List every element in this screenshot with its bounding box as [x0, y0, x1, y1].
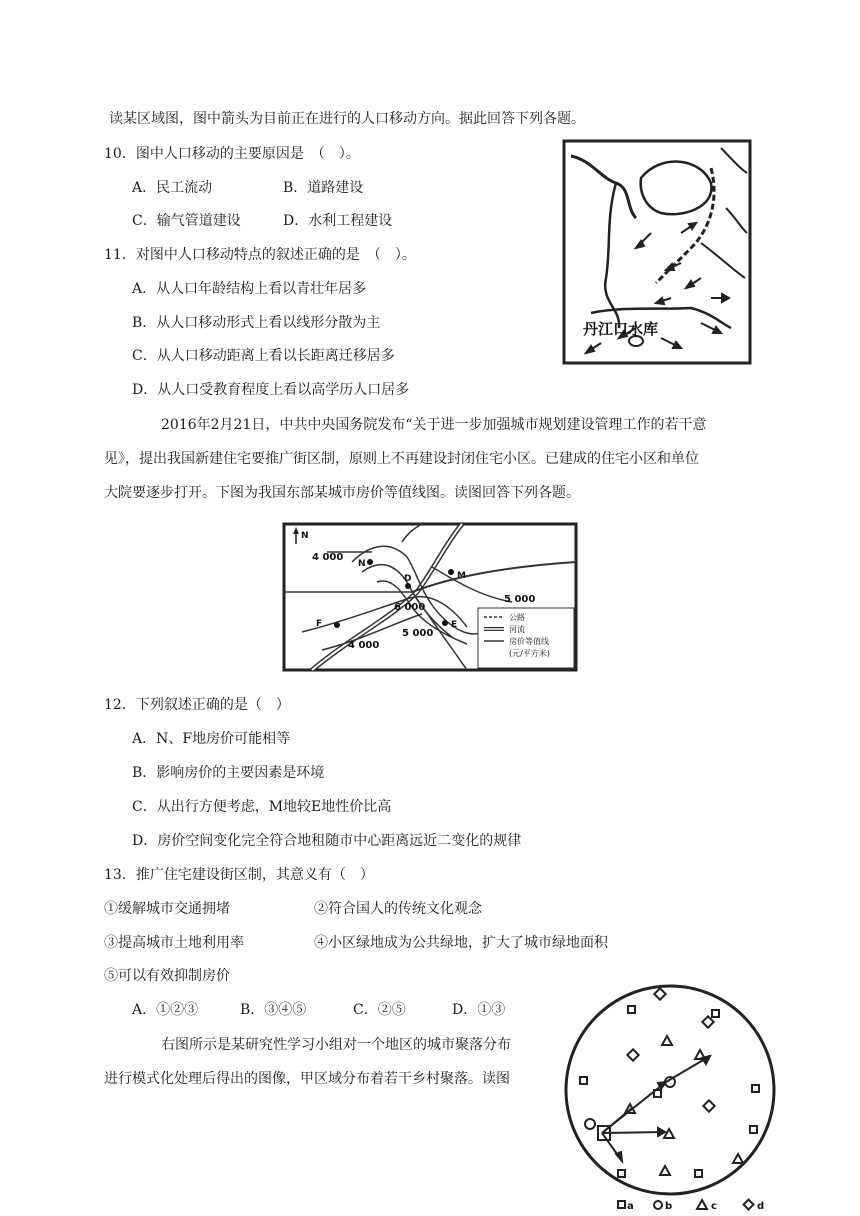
legend-isoline: 房价等值线 [509, 637, 549, 646]
legend-a: a [627, 1201, 634, 1212]
question-12-option-a: A．N、F地房价可能相等 [132, 731, 291, 747]
isoline-label-5000a: 5 000 [504, 594, 536, 605]
legend-road: 公路 [509, 613, 525, 622]
question-10-option-a: A．民工流动 [132, 180, 213, 196]
question-11-option-a: A．从人口年龄结构上看以青壮年居多 [132, 281, 367, 297]
north-label: N [301, 531, 309, 541]
intro-text-1: 读某区域图，图中箭头为目前正在进行的人口移动方向。据此回答下列各题。 [109, 111, 585, 127]
legend-c: c [711, 1201, 717, 1212]
legend-river: 河流 [509, 625, 525, 634]
isoline-label-4000a: 4 000 [312, 552, 344, 563]
question-13-item-2: ②符合国人的传统文化观念 [314, 901, 482, 917]
question-10-option-c: C．输气管道建设 [132, 213, 241, 229]
migration-map [561, 138, 753, 366]
question-13-item-3: ③提高城市土地利用率 [104, 935, 244, 951]
legend-unit: (元/平方米) [509, 649, 550, 658]
legend-d: d [757, 1201, 765, 1212]
point-e-label: E [451, 620, 458, 630]
question-11-option-b: B．从人口移动形式上看以线形分散为主 [132, 315, 381, 331]
question-13-item-1: ①缓解城市交通拥堵 [104, 901, 230, 917]
map-legend [478, 608, 574, 668]
point-d-label: D [404, 574, 412, 584]
question-13-option-a: A．①②③ [132, 1002, 199, 1018]
legend-b: b [665, 1201, 673, 1212]
question-13-option-b: B．③④⑤ [240, 1002, 307, 1018]
question-13-item-4: ④小区绿地成为公共绿地，扩大了城市绿地面积 [314, 935, 608, 951]
question-12-option-d: D．房价空间变化完全符合地租随市中心距离远近二变化的规律 [132, 833, 522, 849]
question-13-option-c: C．②⑤ [353, 1002, 406, 1018]
question-11-option-d: D．从人口受教育程度上看以高学历人口居多 [132, 382, 410, 398]
point-m-label: M [457, 571, 466, 581]
isoline-label-5000b: 5 000 [402, 628, 434, 639]
isoline-label-6000: 6 000 [394, 602, 426, 613]
point-n-label: N [358, 559, 366, 569]
question-12-option-b: B．影响房价的主要因素是环境 [132, 765, 325, 781]
intro-text-2b: 见》，提出我国新建住宅要推广街区制，原则上不再建设封闭住宅小区。已建成的住宅小区和单位 [104, 451, 699, 467]
settlement-distribution-diagram [560, 978, 780, 1216]
intro-text-3a: 右图所示是某研究性学习小组对一个地区的城市聚落分布 [161, 1037, 511, 1053]
intro-text-3b: 进行模式化处理后得出的图像，甲区域分布着若干乡村聚落。读图 [104, 1071, 510, 1087]
question-13-item-5: ⑤可以有效抑制房价 [104, 968, 230, 984]
question-13-option-d: D．①③ [452, 1002, 506, 1018]
reservoir-label: 丹江口水库 [583, 320, 659, 338]
question-12-stem: 12．下列叙述正确的是（ ） [104, 697, 290, 713]
question-10-option-b: B．道路建设 [283, 180, 364, 196]
intro-text-2c: 大院要逐步打开。下图为我国东部某城市房价等值线图。读图回答下列各题。 [104, 485, 580, 501]
diagram-legend [618, 1200, 764, 1212]
isoline-label-4000b: 4 000 [348, 640, 380, 651]
question-10-option-d: D．水利工程建设 [283, 213, 393, 229]
question-11-stem: 11．对图中人口移动特点的叙述正确的是 （ ）。 [104, 247, 416, 263]
question-10-stem: 10．图中人口移动的主要原因是 （ ）。 [104, 146, 360, 162]
intro-text-2a: 2016年2月21日，中共中央国务院发布“关于进一步加强城市规划建设管理工作的若干意 [161, 417, 707, 433]
question-13-stem: 13．推广住宅建设街区制，其意义有（ ） [104, 867, 374, 883]
house-price-map [282, 522, 578, 672]
question-11-option-c: C．从人口移动距离上看以长距离迁移居多 [132, 348, 395, 364]
question-12-option-c: C．从出行方便考虑，M地较E地性价比高 [132, 799, 392, 815]
point-f-label: F [316, 619, 323, 629]
